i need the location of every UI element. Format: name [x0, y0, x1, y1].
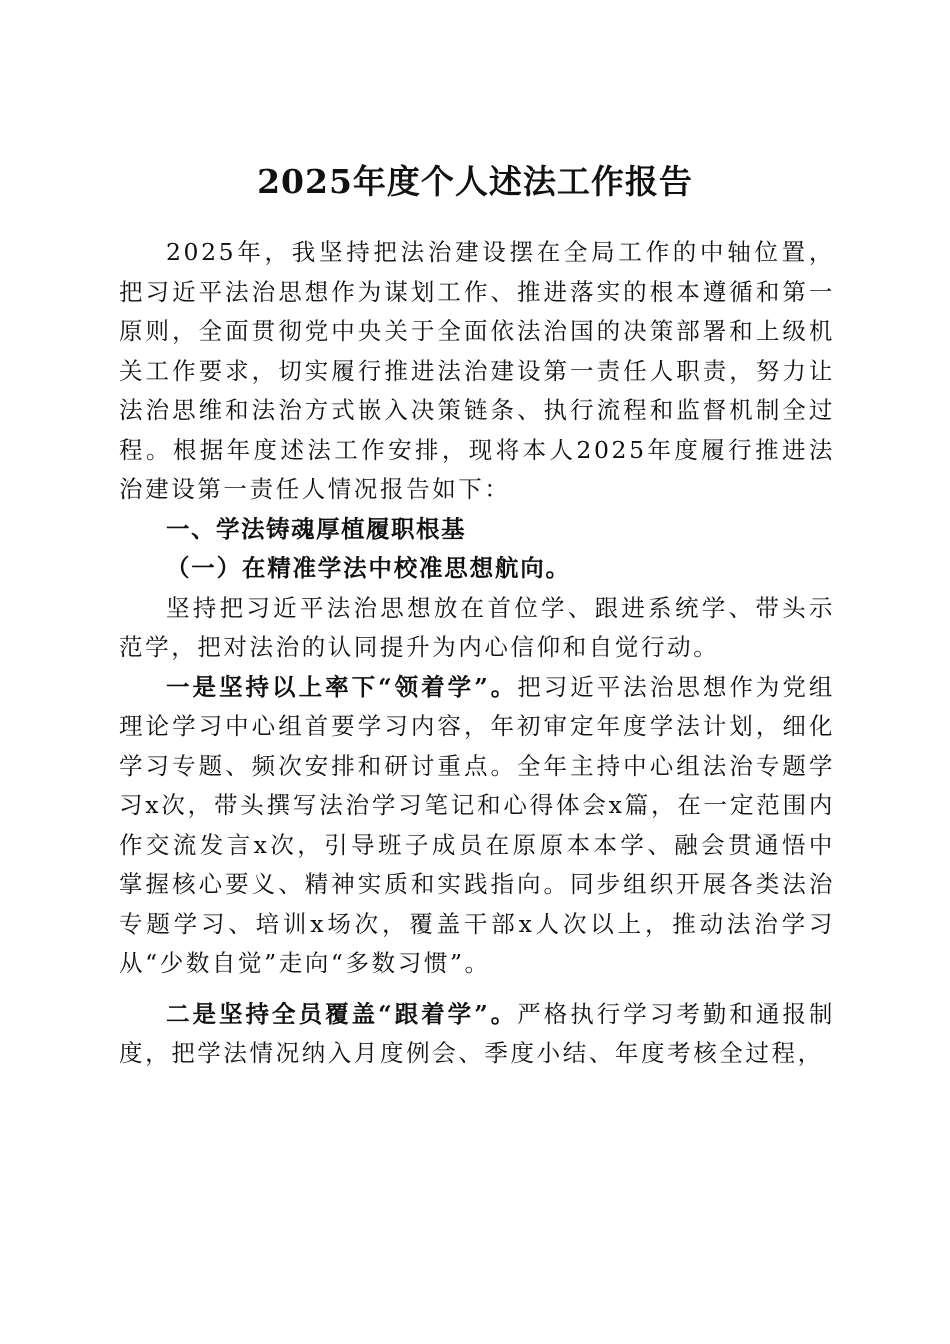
point-2-paragraph: [119, 995, 835, 1074]
point-2-lead: 二是坚持全员覆盖“跟着学”。: [166, 999, 518, 1028]
point-1-paragraph: [119, 668, 835, 984]
section-1-heading: 一、学法铸魂厚植履职根基: [166, 514, 466, 543]
document-title: 2025年度个人述法工作报告: [257, 162, 693, 202]
intro-paragraph: 2025年，我坚持把法治建设摆在全局工作的中轴位置，把习近平法治思想作为谋划工作、推进落实的根本遵循和第一原则，全面贯彻党中央关于全面依法治国的决策部署和上级机关工作要求，切实履行推进法治建设第一责任人职责，努力让法治思维和法治方式嵌入决策链条、执行流程和监督机制全过程。根据年度述法工作安排，现将本人2025年度履行推进法治建设第一责任人情况报告如下：: [119, 238, 835, 503]
point-1-lead: 一是坚持以上率下“领着学”。: [166, 672, 518, 701]
point-2-text: 严格执行学习考勤和通报制度，把学法情况纳入月度例会、季度小结、年度考核全过程，: [119, 999, 836, 1067]
document-body: [119, 233, 835, 1074]
point-1-text: 把习近平法治思想作为党组理论学习中心组首要学习内容，年初审定年度学法计划，细化学习专题、频次安排和研讨重点。全年主持中心组法治专题学习x次，带头撰写法治学习笔记和心得体会x篇，在一定范围内作交流发言x次，引导班子成员在原原本本学、融会贯通悟中掌握核心要义、精神实质和实践指向。同步组织开展各类法治专题学习、培训x场次，覆盖干部x人次以上，推动法治学习从“少数自觉”走向“多数习惯”。: [119, 672, 836, 977]
subsection-1-summary: 坚持把习近平法治思想放在首位学、跟进系统学、带头示范学，把对法治的认同提升为内心信仰和自觉行动。: [119, 593, 835, 661]
subsection-1-heading: （一）在精准学法中校准思想航向。: [166, 554, 571, 582]
